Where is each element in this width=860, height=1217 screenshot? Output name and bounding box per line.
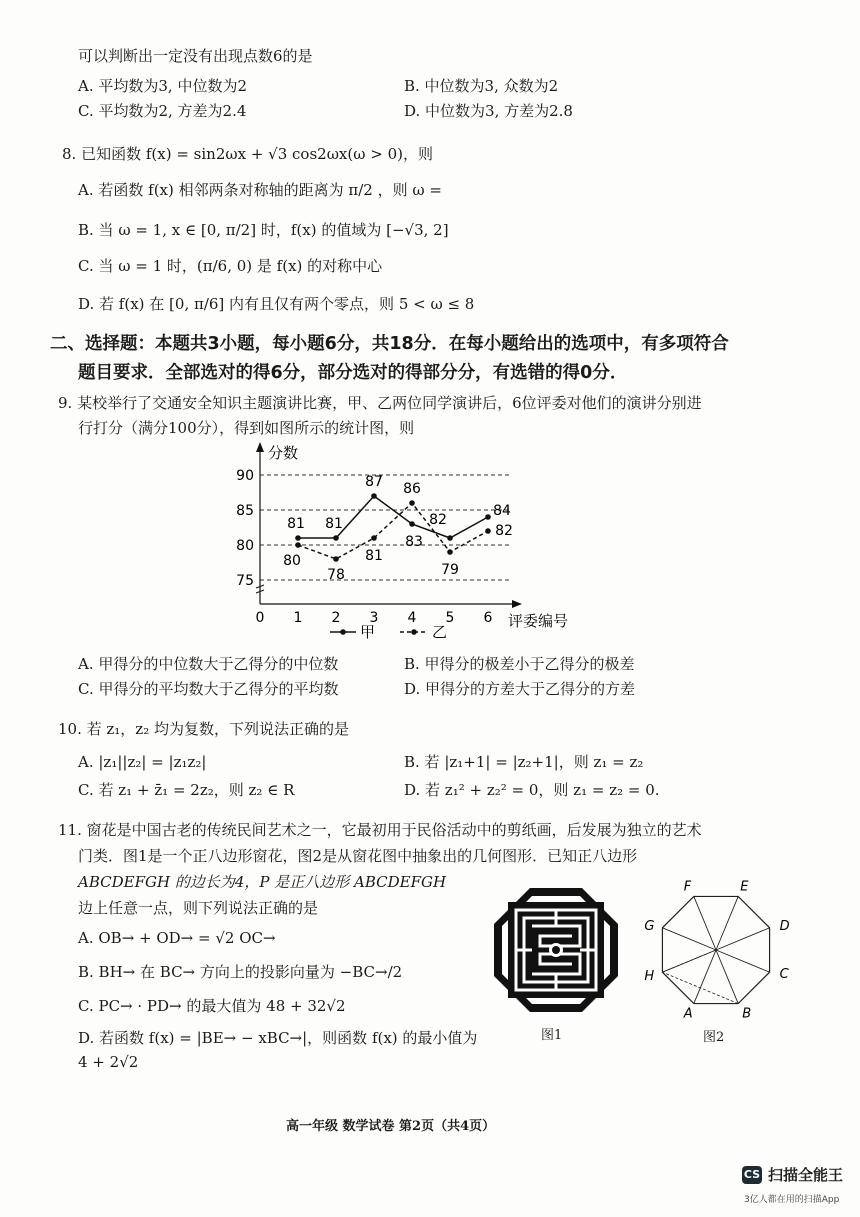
q10-stem: 10. 若 z₁，z₂ 均为复数，下列说法正确的是: [58, 720, 349, 738]
q8-option-d: D. 若 f(x) 在 [0, π/6] 内有且仅有两个零点，则 5 < ω ≤ 8: [78, 295, 475, 313]
q9-stem-line1: 9. 某校举行了交通安全知识主题演讲比赛，甲、乙两位同学演讲后，6位评委对他们的演讲分别进: [58, 394, 702, 412]
vertex-label: G: [644, 918, 655, 934]
q11-option-b: B. BH→ 在 BC→ 方向上的投影向量为 −BC→/2: [78, 963, 403, 981]
q8-option-a: A. 若函数 f(x) 相邻两条对称轴的距离为 π/2 ，则 ω =: [78, 181, 442, 199]
q8-option-b: B. 当 ω = 1, x ∈ [0, π/2] 时，f(x) 的值域为 [−√3, 2]: [78, 221, 449, 239]
data-label: 82: [495, 523, 513, 539]
x-axis-title: 评委编号: [508, 612, 569, 630]
vertex-label: D: [779, 918, 790, 934]
vertex-label: B: [742, 1006, 752, 1020]
q9-stem-line2: 行打分（满分100分），得到如图所示的统计图，则: [78, 419, 415, 437]
q8-stem: 8. 已知函数 f(x) = sin2ωx + √3 cos2ωx(ω > 0)，则: [62, 145, 433, 163]
q11-stem-line4: 边上任意一点，则下列说法正确的是: [78, 899, 319, 917]
vertex-label: C: [779, 967, 789, 983]
q11-stem-line2: 门类．图1是一个正八边形窗花，图2是从窗花图中抽象出的几何图形．已知正八边形: [78, 847, 638, 865]
q7-stem-tail: 可以判断出一定没有出现点数6的是: [78, 47, 313, 65]
data-point: [485, 528, 491, 534]
data-label: 78: [327, 567, 345, 583]
vertex-label: E: [740, 880, 749, 895]
data-label: 81: [325, 516, 343, 532]
q7-option-a: A. 平均数为3, 中位数为2: [78, 77, 247, 95]
vertex-label: A: [683, 1006, 693, 1020]
q9-option-a: A. 甲得分的中位数大于乙得分的中位数: [78, 655, 339, 673]
data-label: 82: [429, 512, 447, 528]
camscanner-name: 扫描全能王: [768, 1166, 844, 1184]
q11-option-d-cont: 4 + 2√2: [78, 1053, 139, 1071]
camscanner-slogan: 3亿人都在用的扫描App: [744, 1195, 840, 1205]
y-axis-arrow: [256, 442, 264, 452]
q9-option-c: C. 甲得分的平均数大于乙得分的平均数: [78, 680, 339, 698]
q8-option-c: C. 当 ω = 1 时，(π/6, 0) 是 f(x) 的对称中心: [78, 257, 383, 275]
data-point: [371, 493, 377, 499]
q7-option-d: D. 中位数为3, 方差为2.8: [404, 102, 573, 120]
data-label: 84: [493, 503, 511, 519]
legend-label-yi: 乙: [432, 623, 448, 641]
fig1-caption: 图1: [541, 1028, 563, 1043]
fig2-caption: 图2: [703, 1030, 725, 1045]
data-point: [409, 500, 415, 506]
score-line-chart: [220, 440, 600, 650]
vertex-label: H: [644, 969, 655, 985]
y-tick-label: 75: [236, 573, 254, 589]
q9-option-b: B. 甲得分的极差小于乙得分的极差: [404, 655, 635, 673]
data-label: 81: [365, 548, 383, 564]
section2-heading-line1: 二、选择题：本题共3小题，每小题6分，共18分．在每小题给出的选项中，有多项符合: [50, 334, 729, 354]
y-tick-label: 80: [236, 538, 254, 554]
x-tick-label: 5: [445, 610, 455, 626]
x-tick-label: 3: [369, 610, 379, 626]
x-tick-label: 0: [255, 610, 265, 626]
q11-option-a: A. OB→ + OD→ = √2 OC→: [78, 929, 276, 947]
data-point: [333, 535, 339, 541]
window-flower-figure: [492, 886, 620, 1014]
q10-option-a: A. |z₁||z₂| = |z₁z₂|: [78, 753, 207, 771]
legend-marker-jia: [340, 629, 346, 635]
q11-stem-line3: ABCDEFGH 的边长为4，P 是正八边形 ABCDEFGH: [78, 873, 447, 891]
legend-label-jia: 甲: [360, 623, 376, 641]
data-label: 80: [283, 553, 301, 569]
y-tick-label: 90: [236, 468, 254, 484]
y-tick-label: 85: [236, 503, 254, 519]
q7-option-c: C. 平均数为2, 方差为2.4: [78, 102, 247, 120]
data-label: 87: [365, 474, 383, 490]
data-label: 83: [405, 534, 423, 550]
x-axis-arrow: [512, 600, 522, 608]
q11-option-c: C. PC→ · PD→ 的最大值为 48 + 32√2: [78, 997, 346, 1015]
legend-marker-yi: [411, 629, 417, 635]
y-axis-title: 分数: [268, 444, 299, 462]
data-label: 86: [403, 481, 421, 497]
x-tick-label: 1: [293, 610, 303, 626]
page-footer: 高一年级 数学试卷 第2页（共4页）: [286, 1119, 496, 1134]
data-point: [295, 535, 301, 541]
q10-option-b: B. 若 |z₁+1| = |z₂+1|，则 z₁ = z₂: [404, 753, 644, 771]
x-tick-label: 4: [407, 610, 417, 626]
data-label: 79: [441, 562, 459, 578]
section2-heading-line2: 题目要求．全部选对的得6分，部分选对的得部分分，有选错的得0分．: [78, 363, 628, 383]
q7-option-b: B. 中位数为3, 众数为2: [404, 77, 559, 95]
data-point: [447, 535, 453, 541]
q11-stem-line1: 11. 窗花是中国古老的传统民间艺术之一，它最初用于民俗活动中的剪纸画，后发展为独立的艺术: [58, 821, 702, 839]
q10-option-c: C. 若 z₁ + z̄₁ = 2z₂，则 z₂ ∈ R: [78, 781, 295, 799]
camscanner-logo: CS: [742, 1166, 762, 1184]
data-label: 81: [287, 516, 305, 532]
octagon-geometry-figure: [640, 880, 790, 1020]
data-point: [295, 542, 301, 548]
data-point: [485, 514, 491, 520]
q9-option-d: D. 甲得分的方差大于乙得分的方差: [404, 680, 636, 698]
data-point: [447, 549, 453, 555]
x-tick-label: 6: [483, 610, 493, 626]
q10-option-d: D. 若 z₁² + z₂² = 0，则 z₁ = z₂ = 0.: [404, 781, 660, 799]
data-point: [333, 556, 339, 562]
data-point: [409, 521, 415, 527]
data-point: [371, 535, 377, 541]
q11-option-d: D. 若函数 f(x) = |BE→ − xBC→|，则函数 f(x) 的最小值为: [78, 1029, 478, 1047]
vertex-label: F: [683, 880, 692, 895]
x-tick-label: 2: [331, 610, 341, 626]
